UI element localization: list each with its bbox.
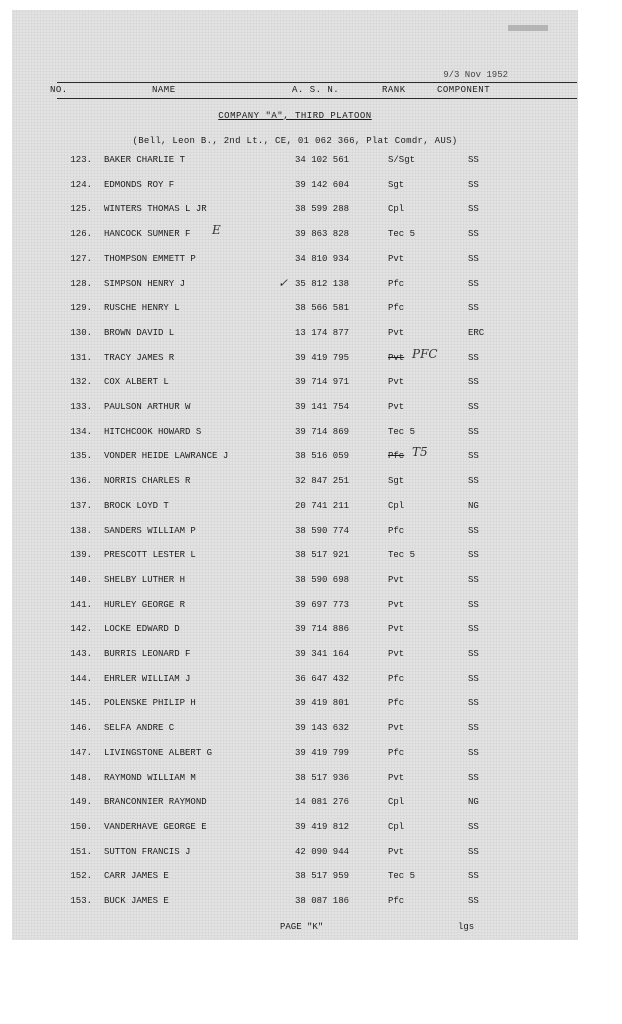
row-number: 130. bbox=[70, 327, 92, 338]
row-name: SUTTON FRANCIS J bbox=[104, 846, 191, 857]
page-label: PAGE "K" bbox=[280, 922, 324, 932]
row-number: 143. bbox=[70, 649, 92, 659]
roster-row bbox=[12, 526, 578, 540]
roster-row bbox=[12, 575, 578, 589]
row-rank: Pfc bbox=[388, 525, 405, 536]
row-asn: 38 599 288 bbox=[295, 204, 350, 215]
row-rank: Pfc bbox=[388, 303, 405, 314]
row-rank: Cpl bbox=[388, 821, 405, 832]
row-component: SS bbox=[468, 525, 479, 536]
row-component: SS bbox=[468, 624, 479, 635]
roster-row bbox=[12, 223, 578, 243]
row-asn: 39 863 828 bbox=[295, 229, 350, 240]
row-rank: Pvt bbox=[388, 772, 405, 783]
row-name: HURLEY GEORGE R bbox=[104, 599, 186, 610]
row-number: 138. bbox=[70, 525, 92, 536]
row-number: 147. bbox=[70, 747, 92, 758]
roster-row bbox=[12, 328, 578, 342]
row-name: RAYMOND WILLIAM M bbox=[104, 772, 196, 783]
row-name: SELFA ANDRE C bbox=[104, 723, 175, 734]
header-rule-top bbox=[57, 82, 577, 83]
roster-row bbox=[12, 180, 578, 194]
row-rank: Pfc bbox=[388, 278, 405, 289]
row-asn: 39 419 812 bbox=[295, 821, 350, 832]
row-name: VONDER HEIDE LAWRANCE J bbox=[104, 451, 229, 462]
row-rank: S/Sgt bbox=[388, 155, 416, 165]
row-rank: Tec 5 bbox=[388, 229, 416, 240]
row-name: RUSCHE HENRY L bbox=[104, 303, 180, 314]
roster-row bbox=[12, 649, 578, 663]
col-header-asn: A. S. N. bbox=[292, 85, 340, 95]
row-component: NG bbox=[468, 797, 479, 808]
row-component: SS bbox=[468, 871, 479, 882]
row-rank: Pfc bbox=[388, 747, 405, 758]
row-number: 125. bbox=[70, 204, 92, 215]
handwritten-note: PFC bbox=[412, 346, 438, 361]
row-number: 148. bbox=[70, 772, 92, 783]
col-header-no: NO. bbox=[50, 85, 68, 95]
row-asn: 39 714 971 bbox=[295, 377, 350, 388]
row-asn: 39 141 754 bbox=[295, 402, 350, 412]
row-asn: 38 590 774 bbox=[295, 525, 350, 536]
row-rank: Pvt bbox=[388, 649, 405, 659]
company-title: COMPANY "A", THIRD PLATOON bbox=[218, 111, 372, 121]
roster-row bbox=[12, 501, 578, 515]
roster-row bbox=[12, 896, 578, 910]
row-component: SS bbox=[468, 599, 479, 610]
initials: lgs bbox=[458, 922, 475, 932]
row-component: SS bbox=[468, 772, 479, 783]
row-number: 126. bbox=[70, 229, 92, 240]
row-component: SS bbox=[468, 649, 479, 659]
roster-row bbox=[12, 254, 578, 268]
header-rule-bottom bbox=[57, 98, 577, 99]
row-component: SS bbox=[468, 377, 479, 388]
row-asn: 38 087 186 bbox=[295, 896, 350, 906]
roster-row bbox=[12, 822, 578, 836]
row-rank: Pvt bbox=[388, 352, 405, 363]
row-number: 140. bbox=[70, 574, 92, 585]
row-name: LOCKE EDWARD D bbox=[104, 624, 180, 635]
row-rank: Pfc bbox=[388, 896, 405, 906]
row-name: PAULSON ARTHUR W bbox=[104, 402, 191, 412]
row-name: CARR JAMES E bbox=[104, 871, 169, 882]
roster-row bbox=[12, 427, 578, 441]
row-component: SS bbox=[468, 352, 479, 363]
row-asn: 39 142 604 bbox=[295, 179, 350, 190]
row-asn: 39 714 869 bbox=[295, 426, 350, 437]
roster-row bbox=[12, 377, 578, 391]
col-header-rank: RANK bbox=[382, 85, 406, 95]
col-header-component: COMPONENT bbox=[437, 85, 491, 95]
row-component: SS bbox=[468, 747, 479, 758]
row-number: 142. bbox=[70, 624, 92, 635]
row-number: 133. bbox=[70, 402, 92, 412]
row-component: SS bbox=[468, 550, 479, 561]
row-asn: 35 812 138 bbox=[295, 278, 350, 289]
check-mark: ✓ bbox=[278, 275, 289, 290]
row-rank: Pvt bbox=[388, 846, 405, 857]
row-rank: Pfc bbox=[388, 698, 405, 709]
row-asn: 39 419 801 bbox=[295, 698, 350, 709]
row-name: BRANCONNIER RAYMOND bbox=[104, 797, 207, 808]
row-rank: Sgt bbox=[388, 476, 405, 487]
row-rank: Pfc bbox=[388, 451, 405, 462]
roster-row bbox=[12, 346, 578, 367]
roster-row bbox=[12, 748, 578, 762]
row-asn: 32 847 251 bbox=[295, 476, 350, 487]
row-asn: 20 741 211 bbox=[295, 500, 350, 511]
row-component: SS bbox=[468, 698, 479, 709]
row-component: SS bbox=[468, 229, 479, 240]
row-number: 139. bbox=[70, 550, 92, 561]
row-name: WINTERS THOMAS L JR bbox=[104, 204, 207, 215]
row-number: 132. bbox=[70, 377, 92, 388]
row-component: SS bbox=[468, 673, 479, 684]
row-name: SIMPSON HENRY J bbox=[104, 278, 186, 289]
row-asn: 39 341 164 bbox=[295, 649, 350, 659]
row-name: TRACY JAMES R bbox=[104, 352, 175, 363]
row-name: BURRIS LEONARD F bbox=[104, 649, 191, 659]
row-number: 149. bbox=[70, 797, 92, 808]
col-header-name: NAME bbox=[152, 85, 176, 95]
row-name: THOMPSON EMMETT P bbox=[104, 253, 196, 264]
row-rank: Pvt bbox=[388, 574, 405, 585]
row-name: BAKER CHARLIE T bbox=[104, 155, 186, 165]
row-asn: 39 419 799 bbox=[295, 747, 350, 758]
row-number: 131. bbox=[70, 352, 92, 363]
row-asn: 39 419 795 bbox=[295, 352, 350, 363]
roster-row bbox=[12, 674, 578, 688]
ink-smudge bbox=[508, 25, 548, 31]
roster-row bbox=[12, 476, 578, 490]
roster-row bbox=[12, 155, 578, 169]
row-rank: Sgt bbox=[388, 179, 405, 190]
row-asn: 42 090 944 bbox=[295, 846, 350, 857]
roster-row bbox=[12, 871, 578, 885]
row-asn: 38 516 059 bbox=[295, 451, 350, 462]
row-asn: 34 810 934 bbox=[295, 253, 350, 264]
row-rank: Cpl bbox=[388, 500, 405, 511]
row-component: SS bbox=[468, 253, 479, 264]
row-name: NORRIS CHARLES R bbox=[104, 476, 191, 487]
row-number: 136. bbox=[70, 476, 92, 487]
row-rank: Tec 5 bbox=[388, 871, 416, 882]
row-name: HITCHCOOK HOWARD S bbox=[104, 426, 202, 437]
row-name: BROWN DAVID L bbox=[104, 327, 175, 338]
row-component: SS bbox=[468, 204, 479, 215]
row-rank: Cpl bbox=[388, 204, 405, 215]
roster-row bbox=[12, 303, 578, 317]
row-rank: Pfc bbox=[388, 673, 405, 684]
roster-row bbox=[12, 624, 578, 638]
row-asn: 38 517 921 bbox=[295, 550, 350, 561]
roster-row bbox=[12, 698, 578, 712]
row-number: 128. bbox=[70, 278, 92, 289]
row-rank: Pvt bbox=[388, 599, 405, 610]
row-number: 127. bbox=[70, 253, 92, 264]
row-number: 129. bbox=[70, 303, 92, 314]
row-rank: Pvt bbox=[388, 253, 405, 264]
row-component: SS bbox=[468, 821, 479, 832]
row-number: 124. bbox=[70, 179, 92, 190]
roster-row bbox=[12, 275, 578, 293]
row-component: ERC bbox=[468, 327, 485, 338]
row-rank: Pvt bbox=[388, 377, 405, 388]
date-stamp: 9/3 Nov 1952 bbox=[443, 70, 508, 80]
roster-row bbox=[12, 847, 578, 861]
roster-row bbox=[12, 723, 578, 737]
row-number: 123. bbox=[70, 155, 92, 165]
row-number: 151. bbox=[70, 846, 92, 857]
row-name: POLENSKE PHILIP H bbox=[104, 698, 196, 709]
row-component: SS bbox=[468, 278, 479, 289]
row-component: SS bbox=[468, 303, 479, 314]
row-asn: 34 102 561 bbox=[295, 155, 350, 165]
row-asn: 13 174 877 bbox=[295, 327, 350, 338]
row-name: SANDERS WILLIAM P bbox=[104, 525, 196, 536]
row-number: 137. bbox=[70, 500, 92, 511]
roster-row bbox=[12, 204, 578, 218]
row-rank: Pvt bbox=[388, 723, 405, 734]
row-number: 134. bbox=[70, 426, 92, 437]
row-component: SS bbox=[468, 723, 479, 734]
row-number: 145. bbox=[70, 698, 92, 709]
row-asn: 39 143 632 bbox=[295, 723, 350, 734]
row-asn: 38 590 698 bbox=[295, 574, 350, 585]
row-name: EHRLER WILLIAM J bbox=[104, 673, 191, 684]
row-component: SS bbox=[468, 426, 479, 437]
officer-line: (Bell, Leon B., 2nd Lt., CE, 01 062 366, Plat Comdr, AUS) bbox=[132, 136, 458, 146]
row-asn: 38 517 936 bbox=[295, 772, 350, 783]
row-number: 150. bbox=[70, 821, 92, 832]
row-number: 146. bbox=[70, 723, 92, 734]
row-number: 152. bbox=[70, 871, 92, 882]
row-name: SHELBY LUTHER H bbox=[104, 574, 186, 585]
row-number: 141. bbox=[70, 599, 92, 610]
row-rank: Tec 5 bbox=[388, 426, 416, 437]
row-rank: Pvt bbox=[388, 327, 405, 338]
row-rank: Pvt bbox=[388, 402, 405, 412]
row-rank: Tec 5 bbox=[388, 550, 416, 561]
row-asn: 36 647 432 bbox=[295, 673, 350, 684]
row-asn: 14 081 276 bbox=[295, 797, 350, 808]
roster-row bbox=[12, 445, 578, 465]
row-rank: Cpl bbox=[388, 797, 405, 808]
row-component: SS bbox=[468, 451, 479, 462]
row-number: 144. bbox=[70, 673, 92, 684]
row-name: VANDERHAVE GEORGE E bbox=[104, 821, 207, 832]
row-rank: Pvt bbox=[388, 624, 405, 635]
row-asn: 38 566 581 bbox=[295, 303, 350, 314]
row-number: 153. bbox=[70, 896, 92, 906]
row-number: 135. bbox=[70, 451, 92, 462]
roster-row bbox=[12, 550, 578, 564]
row-component: SS bbox=[468, 402, 479, 412]
row-name: BROCK LOYD T bbox=[104, 500, 169, 511]
row-component: SS bbox=[468, 846, 479, 857]
row-name: LIVINGSTONE ALBERT G bbox=[104, 747, 213, 758]
row-component: SS bbox=[468, 896, 479, 906]
row-component: SS bbox=[468, 476, 479, 487]
roster-row bbox=[12, 600, 578, 614]
row-name: BUCK JAMES E bbox=[104, 896, 169, 906]
row-asn: 39 714 886 bbox=[295, 624, 350, 635]
roster-row bbox=[12, 402, 578, 416]
row-asn: 39 697 773 bbox=[295, 599, 350, 610]
row-name: HANCOCK SUMNER F bbox=[104, 229, 191, 240]
roster-row bbox=[12, 797, 578, 811]
row-component: NG bbox=[468, 500, 479, 511]
handwritten-note: E bbox=[212, 223, 221, 238]
row-component: SS bbox=[468, 574, 479, 585]
row-name: EDMONDS ROY F bbox=[104, 179, 175, 190]
handwritten-note: T5 bbox=[412, 445, 428, 460]
row-name: PRESCOTT LESTER L bbox=[104, 550, 196, 561]
row-component: SS bbox=[468, 179, 479, 190]
roster-page bbox=[12, 10, 578, 940]
row-asn: 38 517 959 bbox=[295, 871, 350, 882]
row-component: SS bbox=[468, 155, 479, 165]
roster-row bbox=[12, 773, 578, 787]
row-name: COX ALBERT L bbox=[104, 377, 169, 388]
